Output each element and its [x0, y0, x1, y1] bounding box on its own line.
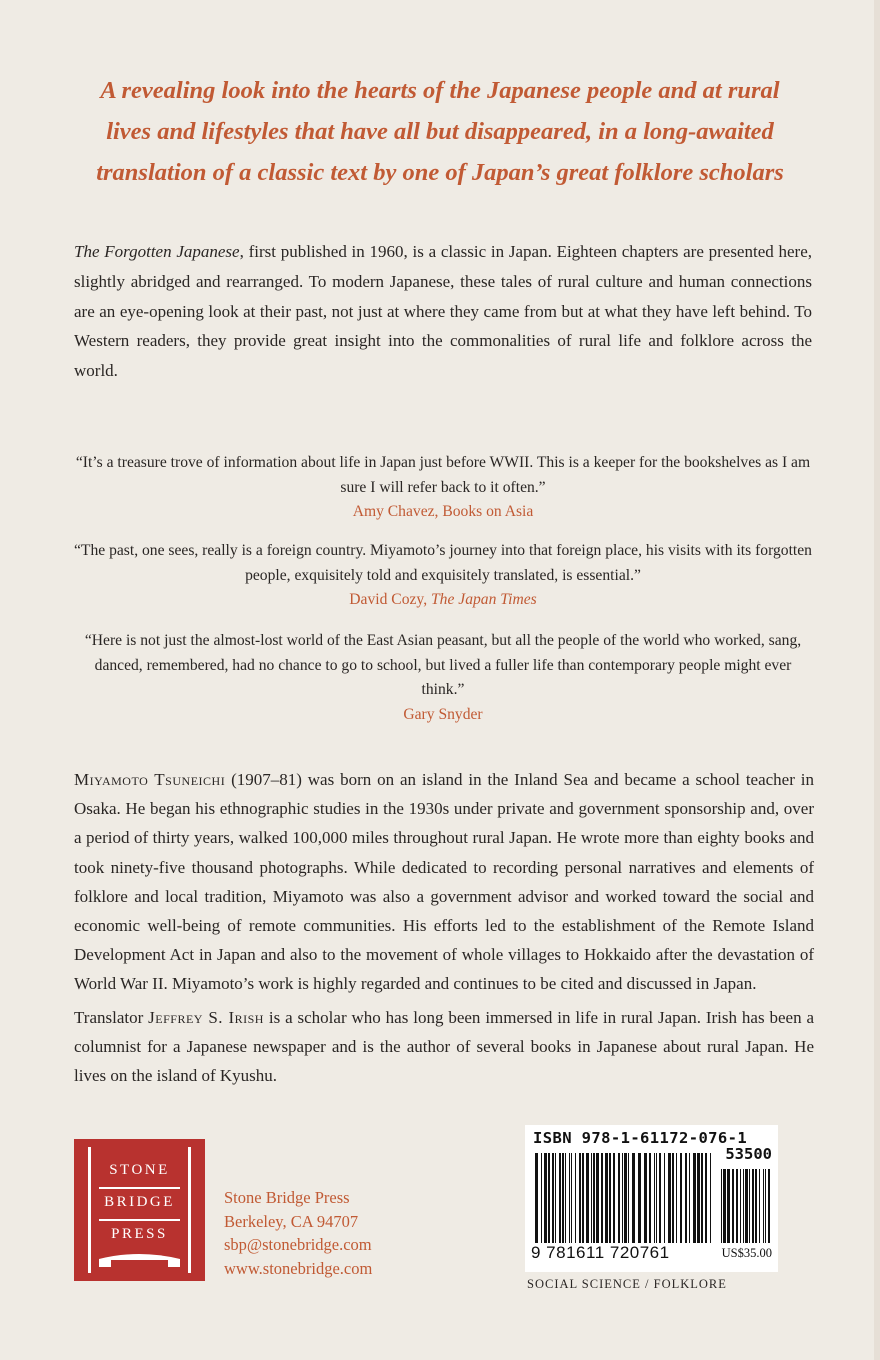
barcode-bar: [656, 1153, 657, 1243]
book-category: SOCIAL SCIENCE / FOLKLORE: [527, 1277, 727, 1291]
publisher-email[interactable]: sbp@stonebridge.com: [224, 1235, 372, 1254]
publisher-website[interactable]: www.stonebridge.com: [224, 1258, 373, 1278]
barcode-bar: [745, 1169, 748, 1243]
barcode-bar: [763, 1169, 764, 1243]
barcode-bar: [596, 1153, 599, 1243]
barcode-bar: [749, 1169, 750, 1243]
translator-prefix: Translator: [74, 1008, 149, 1027]
barcode-bar: [676, 1153, 677, 1243]
barcode-bar: [765, 1169, 766, 1243]
bridge-icon: [97, 1251, 182, 1269]
barcode-bar: [659, 1153, 661, 1243]
translator-bio-text: is a scholar who has long been immersed in life in rural Japan. Irish has been a columnist for a Japanese newspaper and is the author of several books in Japanese about rural Japan. He lives on the island of Kyushu.: [74, 1008, 815, 1086]
barcode-bar: [552, 1153, 554, 1243]
barcode-bar: [601, 1153, 603, 1243]
barcode-bar: [672, 1153, 674, 1243]
barcode-bar: [605, 1153, 608, 1243]
barcode-bar: [638, 1153, 641, 1243]
barcode-bar: [569, 1153, 570, 1243]
barcode-bar: [593, 1153, 595, 1243]
spine-edge: [874, 0, 880, 1360]
quote-author: Amy Chavez, Books on Asia: [352, 503, 534, 520]
barcode-bar: [586, 1153, 589, 1243]
barcode-bar: [727, 1169, 730, 1243]
barcode-bar: [644, 1153, 647, 1243]
description-text: , first published in 1960, is a classic in Japan. Eighteen chapters are presented here, slightly abridged and rearranged. To modern Japanese, these tales of rural culture and human connections are an eye-opening look at their past, not just at where they came from but at what they have left behind. To Western readers, they provide great insight into the commonalities of rural life and folklore across the world.: [74, 242, 812, 381]
barcode-bar: [649, 1153, 651, 1243]
barcode-bar: [565, 1153, 566, 1243]
barcode-bar: [555, 1153, 556, 1243]
quote-author: Gary Snyder: [403, 705, 483, 723]
review-quote: [74, 629, 812, 727]
translator-name: Jeffrey S. Irish: [148, 1008, 264, 1027]
quote-source: The Japan Times: [431, 591, 537, 608]
publisher-info: [224, 1186, 372, 1280]
translator-bio: [74, 1003, 814, 1091]
barcode-bar: [591, 1153, 592, 1243]
publisher-logo: [74, 1139, 205, 1281]
isbn-label: ISBN 978-1-61172-076-1: [533, 1129, 748, 1147]
quote-text: “The past, one sees, really is a foreign country. Miyamoto’s journey into that foreign place, his visits with its forgotten people, exquisitely told and exquisitely translated, is essential.”: [74, 542, 812, 584]
barcode-bar: [628, 1153, 629, 1243]
logo-divider: [99, 1219, 180, 1221]
author-bio-text: (1907–81) was born on an island in the Inland Sea and became a school teacher in Osaka. He began his ethnographic studies in the 1930s under private and government sponsorship and, over a period of thirty years, walked 100,000 miles throughout rural Japan. He wrote more than eighty books and took ninety-five thousand photographs. While dedicated to recording personal narratives and elements of folklore and local tradition, Miyamoto was also a government advisor and worked toward the social and economic well-being of remote communities. His efforts led to the establishment of the Remote Island Development Act in Japan and also to the movement of whole villages to Hokkaido after the devastation of World War II. Miyamoto’s work is highly regarded and continues to be cited and discussed in Japan.: [74, 770, 814, 994]
author-name: Miyamoto Tsuneichi: [74, 770, 226, 789]
barcode-bar: [743, 1169, 744, 1243]
barcode-bar: [579, 1153, 581, 1243]
barcode-digits: 9 781611 720761: [531, 1243, 670, 1262]
barcode-bar: [632, 1153, 635, 1243]
barcode-bar: [664, 1153, 665, 1243]
barcode-bar: [618, 1153, 620, 1243]
barcode-bar: [622, 1153, 623, 1243]
barcode-bar: [768, 1169, 770, 1243]
barcode-bar: [562, 1153, 564, 1243]
barcode-bar: [535, 1153, 538, 1243]
barcode-bars-supplement: [721, 1169, 770, 1243]
barcode-block: [525, 1125, 778, 1272]
barcode-bar: [721, 1169, 722, 1243]
logo-divider: [99, 1187, 180, 1189]
book-price: US$35.00: [721, 1246, 772, 1260]
barcode-bar: [613, 1153, 615, 1243]
barcode-bar: [680, 1153, 682, 1243]
book-description: [74, 237, 812, 386]
logo-word-press: PRESS: [111, 1226, 168, 1242]
barcode-bar: [685, 1153, 687, 1243]
quote-text: “Here is not just the almost-lost world of the East Asian peasant, but all the people of the world who worked, sang, danced, remembered, had no chance to go to school, but lived a fuller life than contemporary people might ever think.”: [84, 632, 802, 698]
barcode-bar: [582, 1153, 584, 1243]
barcode-bar: [736, 1169, 738, 1243]
barcode-bar: [548, 1153, 550, 1243]
logo-word-bridge: BRIDGE: [104, 1194, 175, 1210]
logo-frame: [88, 1147, 191, 1273]
quote-attribution: [74, 588, 812, 613]
quote-text: “It’s a treasure trove of information about life in Japan just before WWII. This is a keeper for the bookshelves as I am sure I will refer back to it often.”: [75, 454, 811, 496]
barcode-bar: [701, 1153, 703, 1243]
barcode-bar: [710, 1153, 711, 1243]
barcode-bar: [740, 1169, 741, 1243]
barcode-bar: [541, 1153, 542, 1243]
review-quote: [74, 539, 812, 613]
barcode-bar: [693, 1153, 696, 1243]
barcode-bar: [559, 1153, 561, 1243]
price-code: 53500: [725, 1145, 772, 1163]
barcode-bar: [755, 1169, 757, 1243]
logo-word-stone: STONE: [109, 1162, 170, 1178]
barcode-bar: [732, 1169, 734, 1243]
barcode-bar: [759, 1169, 760, 1243]
book-title: The Forgotten Japanese: [74, 242, 240, 261]
publisher-name: Stone Bridge Press: [224, 1188, 350, 1207]
barcode-bar: [668, 1153, 671, 1243]
barcode-bar: [705, 1153, 707, 1243]
tagline: A revealing look into the hearts of the Japanese people and at rural lives and lifestyles that have all but disappeared, in a long-awaited translation of a classic text by one of Japan’s great folklore scholars: [96, 77, 784, 186]
author-bio: [74, 765, 814, 999]
barcode-bar: [689, 1153, 690, 1243]
barcode-bar: [654, 1153, 655, 1243]
barcode-bar: [609, 1153, 611, 1243]
barcode-bar: [571, 1153, 572, 1243]
barcode-bar: [624, 1153, 627, 1243]
quote-attribution: [74, 703, 812, 728]
barcode-bar: [697, 1153, 700, 1243]
barcode-bar: [723, 1169, 726, 1243]
barcode-bar: [575, 1153, 576, 1243]
quote-author: David Cozy,: [349, 591, 431, 608]
barcode-bars-main: [535, 1153, 711, 1243]
barcode-bar: [752, 1169, 754, 1243]
barcode-bar: [544, 1153, 547, 1243]
publisher-location: Berkeley, CA 94707: [224, 1211, 359, 1231]
quote-attribution: [74, 500, 812, 525]
review-quote: [74, 451, 812, 525]
